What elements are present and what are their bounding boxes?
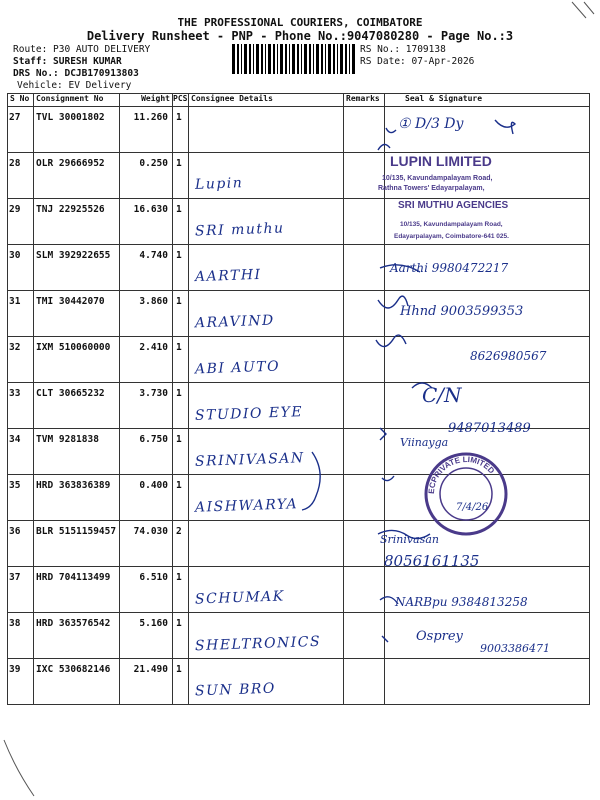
row-pcs: 1 bbox=[173, 291, 189, 337]
svg-text:10/135, Kavundampalayam Road,: 10/135, Kavundampalayam Road, bbox=[382, 175, 493, 182]
signature-39-phone: 9003386471 bbox=[480, 642, 550, 655]
runsheet-subtitle: Delivery Runsheet - PNP - Phone No.:9047080280 - Page No.:3 bbox=[86, 29, 514, 43]
signature-31: Hhnd 9003599353 bbox=[400, 304, 524, 319]
lupin-stamp bbox=[378, 153, 493, 192]
col-consignment: Consignment No bbox=[34, 94, 120, 107]
row-sno: 31 bbox=[8, 291, 34, 337]
row-consignment: HRD 704113499 bbox=[34, 567, 120, 613]
row-pcs: 1 bbox=[173, 613, 189, 659]
consignee-handwriting: Lupin bbox=[194, 175, 244, 193]
signature-39-name: Osprey bbox=[416, 629, 463, 644]
drs-label: DRS No.: DCJB170913803 bbox=[13, 68, 139, 79]
row-pcs: 1 bbox=[173, 659, 189, 705]
route-label: Route: P30 AUTO DELIVERY bbox=[13, 44, 151, 55]
rs-date: RS Date: 07-Apr-2026 bbox=[360, 56, 475, 67]
signature-33: C/N bbox=[422, 383, 462, 407]
row-consignment: TVL 30001802 bbox=[34, 107, 120, 153]
row-consignment: BLR 5151159457 bbox=[34, 521, 120, 567]
row-consignment: TNJ 22925526 bbox=[34, 199, 120, 245]
row-consignment: TVM 9281838 bbox=[34, 429, 120, 475]
col-remarks: Remarks bbox=[344, 94, 385, 107]
vehicle-label: Vehicle: EV Delivery bbox=[17, 80, 132, 91]
consignee-handwriting: SCHUMAK bbox=[194, 588, 285, 608]
row-pcs: 1 bbox=[173, 475, 189, 521]
row-sno: 34 bbox=[8, 429, 34, 475]
row-consignment: CLT 30665232 bbox=[34, 383, 120, 429]
row-weight: 6.750 bbox=[120, 429, 173, 475]
svg-text:SRI MUTHU AGENCIES: SRI MUTHU AGENCIES bbox=[398, 200, 509, 211]
row-weight: 16.630 bbox=[120, 199, 173, 245]
corner-mark-bottom bbox=[4, 740, 34, 796]
col-weight: Weight bbox=[120, 94, 173, 107]
svg-text:ECPRIVATE LIMITED: ECPRIVATE LIMITED bbox=[426, 454, 497, 495]
signature-34-name: Viinayga bbox=[400, 436, 449, 449]
svg-text:LUPIN LIMITED: LUPIN LIMITED bbox=[390, 153, 492, 169]
row-sno: 32 bbox=[8, 337, 34, 383]
row-consignment: OLR 29666952 bbox=[34, 153, 120, 199]
consignee-handwriting: SRI muthu bbox=[194, 220, 285, 240]
row-weight: 0.250 bbox=[120, 153, 173, 199]
round-seal bbox=[426, 454, 506, 534]
row-weight: 74.030 bbox=[120, 521, 173, 567]
row-sno: 37 bbox=[8, 567, 34, 613]
row-weight: 0.400 bbox=[120, 475, 173, 521]
signature-27: ① D/3 Dy bbox=[398, 116, 464, 132]
row-sno: 33 bbox=[8, 383, 34, 429]
row-sno: 30 bbox=[8, 245, 34, 291]
row-sno: 29 bbox=[8, 199, 34, 245]
row-pcs: 1 bbox=[173, 429, 189, 475]
row-sno: 28 bbox=[8, 153, 34, 199]
row-sno: 39 bbox=[8, 659, 34, 705]
row-sno: 35 bbox=[8, 475, 34, 521]
row-pcs: 2 bbox=[173, 521, 189, 567]
consignee-handwriting: SRINIVASAN bbox=[194, 450, 305, 470]
signature-32: 8626980567 bbox=[470, 349, 547, 363]
row-pcs: 1 bbox=[173, 153, 189, 199]
row-pcs: 1 bbox=[173, 567, 189, 613]
col-pcs: PCS bbox=[173, 94, 189, 107]
row-consignment: SLM 392922655 bbox=[34, 245, 120, 291]
col-signature: Seal & Signature bbox=[385, 94, 590, 107]
row-consignment: HRD 363576542 bbox=[34, 613, 120, 659]
row-consignment: HRD 363836389 bbox=[34, 475, 120, 521]
row-consignment: IXM 510060000 bbox=[34, 337, 120, 383]
row-consignment: IXC 530682146 bbox=[34, 659, 120, 705]
staff-label: Staff: SURESH KUMAR bbox=[13, 56, 122, 67]
svg-text:Rathna Towers' Edayarpalayam,: Rathna Towers' Edayarpalayam, bbox=[378, 185, 485, 192]
consignee-handwriting: AARTHI bbox=[194, 266, 262, 286]
signature-34-phone: 9487013489 bbox=[448, 421, 531, 436]
consignee-handwriting: STUDIO EYE bbox=[194, 404, 304, 424]
sri-muthu-stamp bbox=[394, 200, 509, 240]
consignee-handwriting: SUN BRO bbox=[194, 680, 277, 700]
consignee-handwriting: SHELTRONICS bbox=[194, 633, 322, 655]
row-weight: 21.490 bbox=[120, 659, 173, 705]
stamp-date: 7/4/26 bbox=[456, 502, 489, 513]
row-weight: 6.510 bbox=[120, 567, 173, 613]
row-weight: 4.740 bbox=[120, 245, 173, 291]
company-title: THE PROFESSIONAL COURIERS, COIMBATORE bbox=[177, 16, 423, 29]
signature-38: NARBpu 9384813258 bbox=[395, 595, 528, 609]
row-consignment: TMI 30442070 bbox=[34, 291, 120, 337]
row-pcs: 1 bbox=[173, 199, 189, 245]
row-weight: 3.860 bbox=[120, 291, 173, 337]
consignee-handwriting: ABI AUTO bbox=[194, 358, 281, 378]
consignee-handwriting: ARAVIND bbox=[194, 312, 275, 332]
svg-text:Edayarpalayam, Coimbatore-641: Edayarpalayam, Coimbatore-641 025. bbox=[394, 233, 509, 240]
col-sno: S No bbox=[8, 94, 34, 107]
row-sno: 27 bbox=[8, 107, 34, 153]
row-weight: 2.410 bbox=[120, 337, 173, 383]
row-pcs: 1 bbox=[173, 383, 189, 429]
consignee-handwriting: AISHWARYA bbox=[194, 496, 299, 516]
row-weight: 5.160 bbox=[120, 613, 173, 659]
row-weight: 3.730 bbox=[120, 383, 173, 429]
row-sno: 38 bbox=[8, 613, 34, 659]
svg-text:10/135, Kavundampalayam Road,: 10/135, Kavundampalayam Road, bbox=[400, 221, 503, 228]
col-consignee: Consignee Details bbox=[189, 94, 344, 107]
row-pcs: 1 bbox=[173, 107, 189, 153]
row-pcs: 1 bbox=[173, 245, 189, 291]
signature-37-phone: 8056161135 bbox=[384, 552, 480, 570]
signature-30: Aarthi 9980472217 bbox=[390, 261, 509, 275]
signature-37-name: Srinivasan bbox=[380, 533, 439, 546]
rs-number: RS No.: 1709138 bbox=[360, 44, 446, 55]
corner-mark-top bbox=[572, 2, 594, 18]
row-weight: 11.260 bbox=[120, 107, 173, 153]
row-sno: 36 bbox=[8, 521, 34, 567]
row-pcs: 1 bbox=[173, 337, 189, 383]
